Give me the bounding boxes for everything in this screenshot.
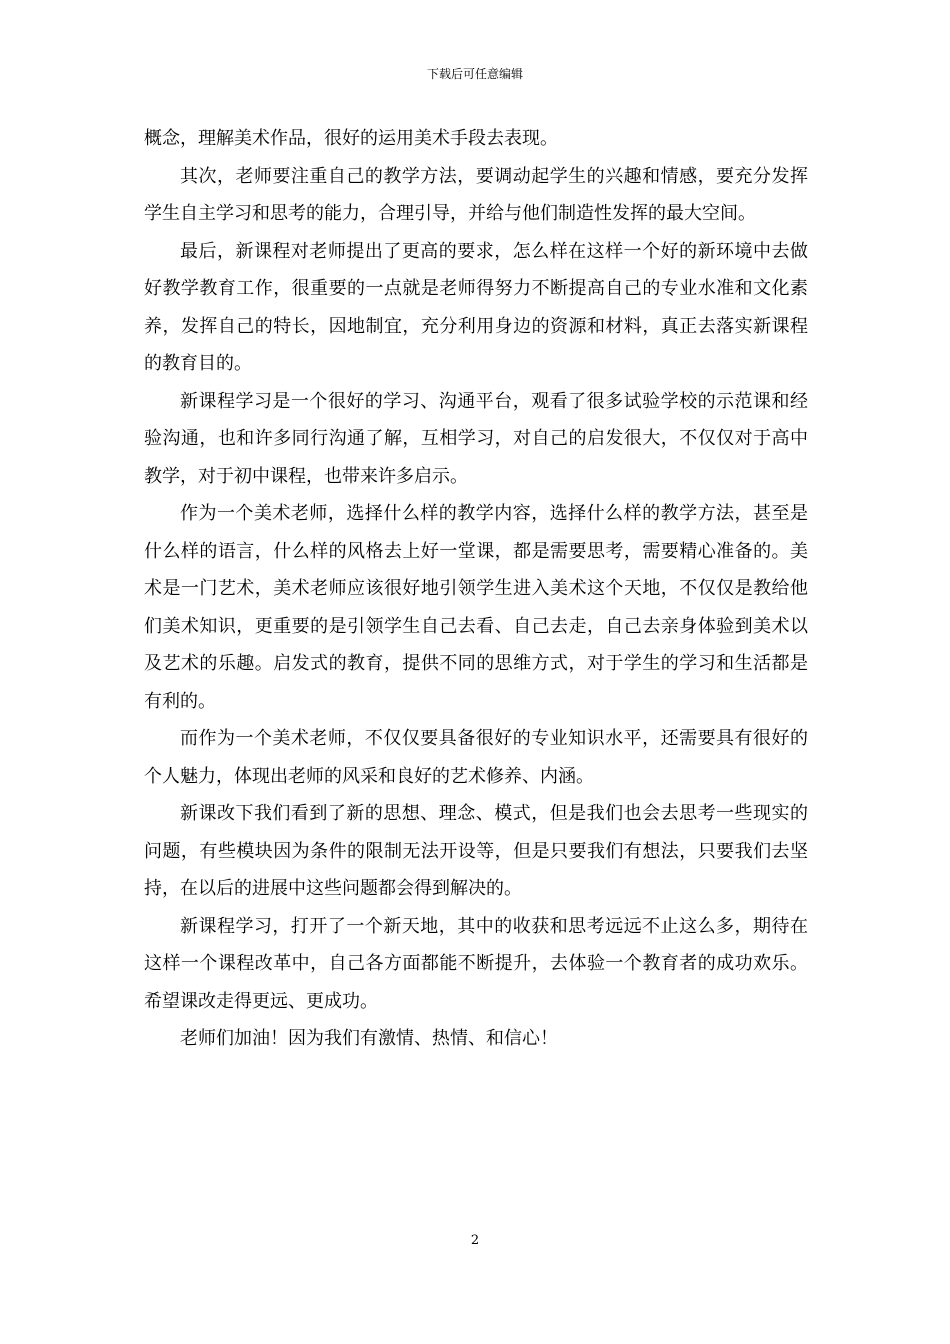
paragraph: 作为一个美术老师，选择什么样的教学内容，选择什么样的教学方法，甚至是什么样的语言，什么样的风格去上好一堂课，都是需要思考，需要精心准备的。美术是一门艺术，美术老师应该很好地引领学生进入美术这个天地，不仅仅是教给他们美术知识，更重要的是引领学生自己去看、自己去走，自己去亲身体验到美术以及艺术的乐趣。启发式的教育，提供不同的思维方式，对于学生的学习和生活都是有利的。 xyxy=(144,503,808,712)
paragraph: 新课改下我们看到了新的思想、理念、模式，但是我们也会去思考一些现实的问题，有些模块因为条件的限制无法开设等，但是只要我们有想法，只要我们去坚持，在以后的进展中这些问题都会得到解决的。 xyxy=(144,803,808,899)
paragraph: 新课程学习是一个很好的学习、沟通平台，观看了很多试验学校的示范课和经验沟通，也和许多同行沟通了解，互相学习，对自己的启发很大，不仅仅对于高中教学，对于初中课程，也带来许多启示。 xyxy=(144,390,808,487)
page-number: 2 xyxy=(470,1233,480,1248)
paragraph: 新课程学习，打开了一个新天地，其中的收获和思考远远不止这么多，期待在这样一个课程改革中，自己各方面都能不断提升，去体验一个教育者的成功欢乐。希望课改走得更远、更成功。 xyxy=(144,915,808,1012)
paragraph-continued: 概念，理解美术作品，很好的运用美术手段去表现。 xyxy=(144,128,558,149)
paragraph-closing: 老师们加油！因为我们有激情、热情、和信心！ xyxy=(180,1028,558,1049)
paragraph: 其次，老师要注重自己的教学方法，要调动起学生的兴趣和情感，要充分发挥学生自主学习和思考的能力，合理引导，并给与他们制造性发挥的最大空间。 xyxy=(144,165,808,224)
paragraph: 最后，新课程对老师提出了更高的要求，怎么样在这样一个好的新环境中去做好教学教育工作，很重要的一点就是老师得努力不断提高自己的专业水准和文化素养，发挥自己的特长，因地制宜，充分利用身边的资源和材料，真正去落实新课程的教育目的。 xyxy=(144,240,808,374)
page-header: 下载后可任意编辑 xyxy=(426,67,523,81)
document-body xyxy=(144,120,808,1058)
paragraph: 而作为一个美术老师，不仅仅要具备很好的专业知识水平，还需要具有很好的个人魅力，体现出老师的风采和良好的艺术修养、内涵。 xyxy=(144,728,808,787)
